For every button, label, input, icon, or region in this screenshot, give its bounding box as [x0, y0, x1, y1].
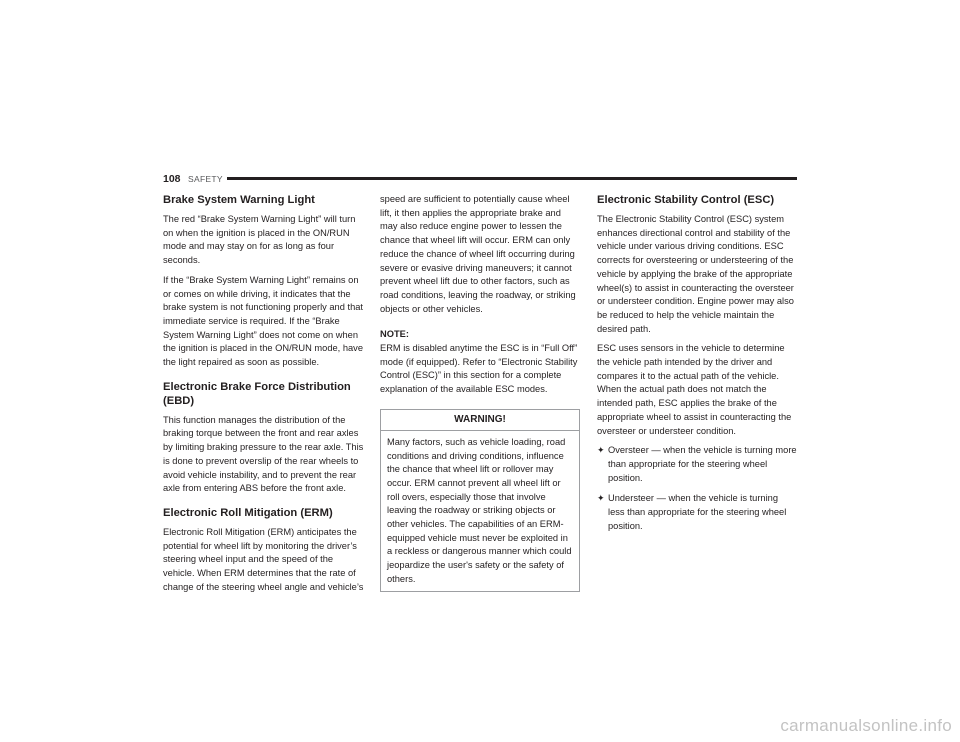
diamond-bullet-icon: ✦ [597, 493, 605, 504]
list-item [597, 492, 797, 533]
bullet-text-oversteer: Oversteer — when the vehicle is turning more than appropriate for the steering wheel position. [608, 445, 797, 483]
column-3 [597, 193, 797, 540]
warning-title: WARNING! [381, 410, 579, 431]
brake-system-paragraph-2: If the “Brake System Warning Light” remains on or comes on while driving, it indicates that the brake system is not functioning properly and that immediate service is required. If the “Brake System Warning Light” does not come on when the ignition is placed in the ON/RUN mode, have the light repaired as soon as possible. [163, 274, 363, 368]
brake-system-paragraph-1: The red “Brake System Warning Light” will turn on when the ignition is placed in the ON/RUN mode and may stay on for as long as four seconds. [163, 214, 356, 266]
note-text: ERM is disabled anytime the ESC is in “Full Off” mode (if equipped). Refer to “Electronic Stability Control (ESC)” in this section for a complete explanation of the available ESC modes. [380, 343, 578, 395]
esc-paragraph-2: ESC uses sensors in the vehicle to determine the vehicle path intended by the driver and compares it to the actual path of the vehicle. When the actual path does not match the intended path, ESC applies the brake of the appropriate wheel to assist in counteracting the oversteer or understeer condition. [597, 343, 792, 436]
column-2 [380, 193, 580, 592]
bullet-text-understeer: Understeer — when the vehicle is turning less than appropriate for the steering wheel position. [608, 493, 787, 531]
column-1 [163, 193, 365, 600]
erm-paragraph: Electronic Roll Mitigation (ERM) anticipates the potential for wheel lift by monitoring the driver’s steering wheel input and the speed of the vehicle. When ERM determines that the rate of change of the steering wheel angle and vehicle’s [163, 526, 364, 592]
list-item [597, 444, 797, 485]
header-rule [227, 177, 797, 180]
esc-bullet-list [597, 444, 797, 533]
esc-paragraph-1: The Electronic Stability Control (ESC) system enhances directional control and stability of the vehicle under various driving conditions. ESC corrects for oversteering or understeering of the vehicle by applying the brake of the appropriate wheel(s) to assist in counteracting the oversteer or understeer condition. Engine power may also be reduced to help the vehicle maintain the desired path. [597, 214, 794, 334]
esc-heading: Electronic Stability Control (ESC) [597, 194, 775, 206]
erm-paragraph-continued: speed are sufficient to potentially cause wheel lift, it then applies the appropriate brake and may also reduce engine power to lessen the chance that wheel lift will occur. ERM can only reduce the chance of wheel lift occurring during severe or evasive driving maneuvers; it cannot prevent wheel lift due to other factors, such as road conditions, leaving the roadway, or striking objects or other vehicles. [380, 194, 576, 314]
warning-text: Many factors, such as vehicle loading, road conditions and driving conditions, influence the chance that wheel lift or rollover may occur. ERM cannot prevent all wheel lift or roll overs, especially those that involve leaving the roadway or striking objects or other vehicles. The capabilities of an ERM-equipped vehicle must never be exploited in a reckless or dangerous manner which could jeopardize the user's safety or the safety of others. [387, 436, 572, 584]
section-name: SAFETY [188, 174, 223, 184]
page-header [163, 171, 797, 187]
erm-heading: Electronic Roll Mitigation (ERM) [163, 506, 333, 519]
ebd-heading: Electronic Brake Force Distribution (EBD) [163, 380, 351, 407]
page-number: 108 [163, 173, 181, 185]
diamond-bullet-icon: ✦ [597, 445, 605, 456]
note-label: NOTE: [380, 329, 409, 340]
watermark: carmanualsonline.info [780, 716, 952, 735]
brake-system-heading: Brake System Warning Light [163, 194, 315, 206]
ebd-paragraph: This function manages the distribution of the braking torque between the front and rear axles by limiting braking pressure to the rear axle. This is done to prevent overslip of the rear wheels to avoid vehicle instability, and to prevent the rear axle from entering ABS before the front axle. [163, 414, 364, 494]
warning-box [380, 409, 580, 592]
